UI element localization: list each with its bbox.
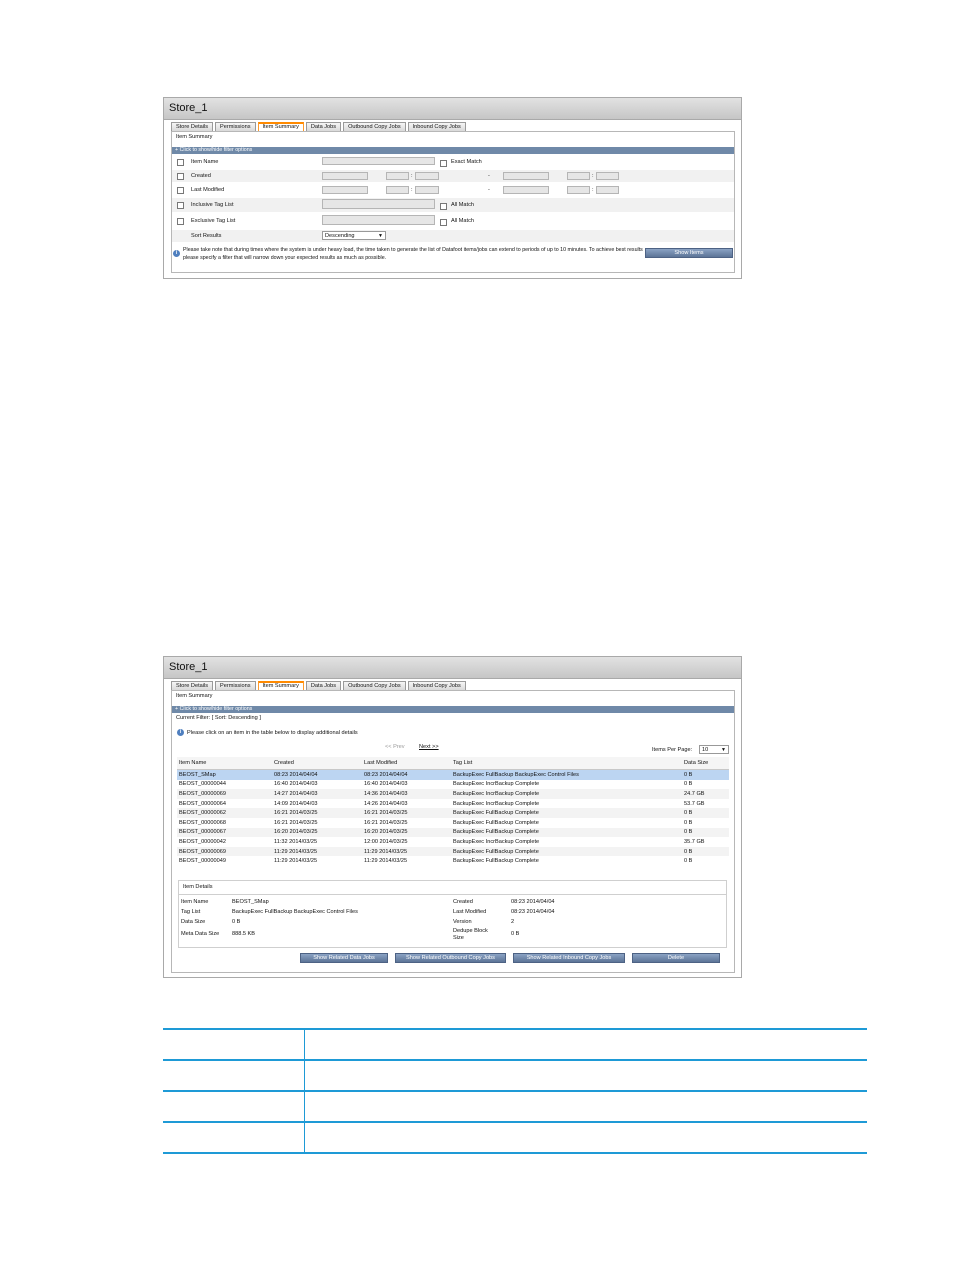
cell: 0 B [682,828,729,838]
tab-permissions[interactable]: Permissions [215,681,255,690]
cell: 11:29 2014/03/25 [364,858,408,865]
table-cell [305,1122,868,1153]
table-cell [305,1029,868,1060]
item-summary-filter-panel [163,97,742,279]
detail-label: Item Name [181,899,209,905]
cell: BackupExec IncrBackup Complete [451,789,682,799]
tab-item-summary[interactable]: Item Summary [258,122,304,132]
exclusive-all-match-checkbox[interactable] [440,219,447,226]
created-from-date[interactable] [322,172,368,180]
show-related-inbound-copy-jobs-button[interactable]: Show Related Inbound Copy Jobs [513,953,625,963]
items-per-page-label: Items Per Page: [652,747,693,753]
item-name-checkbox[interactable] [177,159,184,166]
cell: 11:32 2014/03/25 [274,838,318,845]
cell: 53.7 GB [684,800,705,807]
document-table-row [163,1122,867,1153]
cell: 16:21 2014/03/25 [364,819,408,826]
tab-outbound-copy-jobs[interactable]: Outbound Copy Jobs [343,681,406,690]
cell: 14:36 2014/04/03 [362,789,451,799]
cell: BackupExec IncrBackup Complete [453,838,540,845]
tab-data-jobs[interactable]: Data Jobs [306,681,341,690]
created-to-minute[interactable] [596,172,619,180]
table-row[interactable] [177,770,729,780]
modified-from-hour[interactable] [386,186,409,194]
inclusive-tags-input[interactable] [322,199,435,209]
filter-toggle[interactable]: + Click to show/hide filter options [172,706,734,713]
filter-row-created [172,170,734,182]
cell: BEOST_00000067 [177,828,272,838]
tab-permissions[interactable]: Permissions [215,122,255,131]
inclusive-all-match-label: All Match [451,202,475,208]
detail-label: Data Size [181,919,206,925]
exact-match-checkbox[interactable] [440,160,447,167]
chevron-down-icon: ▼ [378,233,383,239]
cell: 11:29 2014/03/25 [274,858,318,865]
cell: BEOST_00000069 [177,789,272,799]
cell: 0 B [682,770,729,780]
table-row[interactable] [177,847,729,857]
created-label: Created [191,173,211,179]
tab-outbound-copy-jobs[interactable]: Outbound Copy Jobs [343,122,406,131]
items-table [177,757,729,866]
cell: BEOST_00000064 [179,800,226,807]
table-row[interactable] [177,780,729,790]
cell: 16:21 2014/03/25 [272,808,362,818]
tab-bar [171,681,468,690]
cell: BEOST_00000068 [179,819,226,826]
table-cell [305,1060,868,1091]
sort-results-label: Sort Results [191,233,222,239]
column-header[interactable]: Last Modified [362,757,451,770]
cell: 0 B [684,781,693,788]
cell: 0 B [682,847,729,857]
item-name-label: Item Name [191,159,219,165]
cell: 24.7 GB [682,789,729,799]
table-cell [305,1091,868,1122]
cell: 14:09 2014/04/03 [274,800,318,807]
item-name-input[interactable] [322,157,435,165]
prev-page-link[interactable]: << Prev [385,744,405,750]
table-row[interactable] [177,856,729,866]
range-dash: - [488,187,490,193]
table-cell [163,1122,305,1153]
current-filter: Current Filter: [ Sort: Descending ] [176,715,261,721]
created-from-minute[interactable] [415,172,439,180]
column-header[interactable]: Item Name [177,757,272,770]
sort-select[interactable] [322,231,386,240]
cell: BackupExec FullBackup Complete [453,819,539,826]
section-label: Item Summary [176,134,213,140]
cell: 0 B [684,858,693,865]
detail-value: BEOST_SMap [232,899,269,905]
filter-row-item-name [172,156,734,168]
inclusive-tags-label: Inclusive Tag List [191,202,234,208]
detail-label: Last Modified [453,909,487,915]
last-modified-label: Last Modified [191,187,225,193]
exclusive-tags-checkbox[interactable] [177,218,184,225]
tab-data-jobs[interactable]: Data Jobs [306,122,341,131]
cell: BEOST_00000062 [177,808,272,818]
filter-row-sort [172,230,734,242]
exclusive-all-match-label: All Match [451,218,475,224]
table-header-row [177,757,729,770]
chevron-down-icon: ▼ [721,747,726,753]
last-modified-checkbox[interactable] [177,187,184,194]
cell: 14:26 2014/04/03 [364,800,408,807]
modified-to-date[interactable] [503,186,549,194]
exact-match-label: Exact Match [451,159,482,165]
time-separator: : [411,173,413,179]
item-details-box [178,880,727,948]
column-header[interactable]: Data Size [682,757,729,770]
info-icon: i [173,250,180,257]
cell: 16:20 2014/03/25 [362,828,451,838]
tab-content [171,131,735,273]
created-from-hour[interactable] [386,172,409,180]
item-details-title: Item Details [183,884,213,890]
tab-inbound-copy-jobs[interactable]: Inbound Copy Jobs [408,122,466,131]
cell: 35.7 GB [684,838,705,845]
cell: 16:40 2014/04/03 [274,781,318,788]
detail-label: Meta Data Size [181,931,220,937]
cell: BEOST_00000044 [179,781,226,788]
cell: BackupExec FullBackup Complete [451,847,682,857]
modified-to-hour[interactable] [567,186,590,194]
modified-to-minute[interactable] [596,186,619,194]
detail-label: Tag List [181,909,201,915]
cell: BEOST_00000069 [177,847,272,857]
next-page-link[interactable]: Next >> [419,744,439,750]
cell: BEOST_SMap [177,770,272,780]
cell: 16:21 2014/03/25 [274,819,318,826]
heavy-load-notice: Please take note that during times where the system is under heavy load, the time taken to generate the list of Datafoot items/jobs can extend to periods of up to 10 minutes. To achieve best results please specify a filter that will narrow down your expected results as much as possible. [183,247,643,261]
item-summary-results-panel [163,656,742,978]
inclusive-tags-checkbox[interactable] [177,202,184,209]
cell: BackupExec IncrBackup Complete [453,781,540,788]
document-table-row [163,1029,867,1060]
cell: BackupExec FullBackup Complete [453,858,539,865]
panel-title: Store_1 [164,98,741,120]
show-items-button[interactable]: Show Items [645,248,733,258]
show-related-outbound-copy-jobs-button[interactable]: Show Related Outbound Copy Jobs [395,953,506,963]
cell: 11:29 2014/03/25 [362,847,451,857]
detail-value: 08:23 2014/04/04 [511,909,555,915]
cell: BackupExec FullBackup Complete [451,828,682,838]
created-to-date[interactable] [503,172,549,180]
cell: 08:23 2014/04/04 [362,770,451,780]
filter-row-inclusive-tags [172,198,734,212]
cell: BackupExec IncrBackup Complete [453,800,540,807]
time-separator: : [592,173,594,179]
tab-store-details[interactable]: Store Details [171,122,213,131]
info-icon: i [177,729,184,736]
table-row[interactable] [177,818,729,828]
tab-bar [171,122,468,131]
panel-title: Store_1 [164,657,741,679]
detail-value: 888.5 KB [232,931,256,937]
created-to-hour[interactable] [567,172,590,180]
document-table [163,1028,867,1154]
click-hint: Please click on an item in the table below to display additional details [187,730,358,736]
show-related-data-jobs-button[interactable]: Show Related Data Jobs [300,953,388,963]
cell: 08:23 2014/04/04 [272,770,362,780]
tab-content [171,690,735,973]
delete-button[interactable]: Delete [632,953,720,963]
detail-label: Version [453,919,472,925]
table-row[interactable] [177,789,729,799]
time-separator: : [592,187,594,193]
cell: 14:27 2014/04/03 [272,789,362,799]
detail-value: 0 B [232,919,241,925]
detail-label: Dedupe Block Size [453,928,488,941]
column-header[interactable]: Created [272,757,362,770]
cell: BackupExec FullBackup BackupExec Control Files [451,770,682,780]
range-dash: - [488,173,490,179]
detail-label: Created [453,899,473,905]
table-row[interactable] [177,808,729,818]
column-header[interactable]: Tag List [451,757,682,770]
filter-row-last-modified [172,184,734,196]
table-cell [163,1091,305,1122]
modified-from-date[interactable] [322,186,368,194]
detail-value: 2 [511,919,515,925]
table-cell [163,1060,305,1091]
detail-value: 0 B [511,931,520,937]
cell: 16:20 2014/03/25 [272,828,362,838]
sort-select-value: Descending [325,233,355,239]
created-checkbox[interactable] [177,173,184,180]
document-table-row [163,1060,867,1091]
filter-toggle[interactable]: + Click to show/hide filter options [172,147,734,154]
time-separator: : [411,187,413,193]
detail-value: BackupExec FullBackup BackupExec Control Files [232,909,358,915]
items-per-page-select[interactable] [699,745,729,754]
cell: 11:29 2014/03/25 [272,847,362,857]
tab-store-details[interactable]: Store Details [171,681,213,690]
table-row[interactable] [177,828,729,838]
tab-inbound-copy-jobs[interactable]: Inbound Copy Jobs [408,681,466,690]
detail-value: 08:23 2014/04/04 [511,899,555,905]
filter-row-exclusive-tags [172,214,734,228]
cell: BackupExec FullBackup Complete [451,808,682,818]
cell: BEOST_00000042 [179,838,226,845]
cell: 16:21 2014/03/25 [362,808,451,818]
tab-item-summary[interactable]: Item Summary [258,681,304,691]
inclusive-all-match-checkbox[interactable] [440,203,447,210]
cell: 16:40 2014/04/03 [364,781,408,788]
table-row[interactable] [177,799,729,809]
cell: 12:00 2014/03/25 [364,838,408,845]
table-cell [163,1029,305,1060]
items-per-page-value: 10 [702,747,709,753]
cell: 0 B [684,819,693,826]
document-table-row [163,1091,867,1122]
exclusive-tags-label: Exclusive Tag List [191,218,236,224]
cell: BEOST_00000049 [179,858,226,865]
cell: 0 B [682,808,729,818]
table-row[interactable] [177,837,729,847]
section-label: Item Summary [176,693,213,699]
modified-from-minute[interactable] [415,186,439,194]
exclusive-tags-input[interactable] [322,215,435,225]
